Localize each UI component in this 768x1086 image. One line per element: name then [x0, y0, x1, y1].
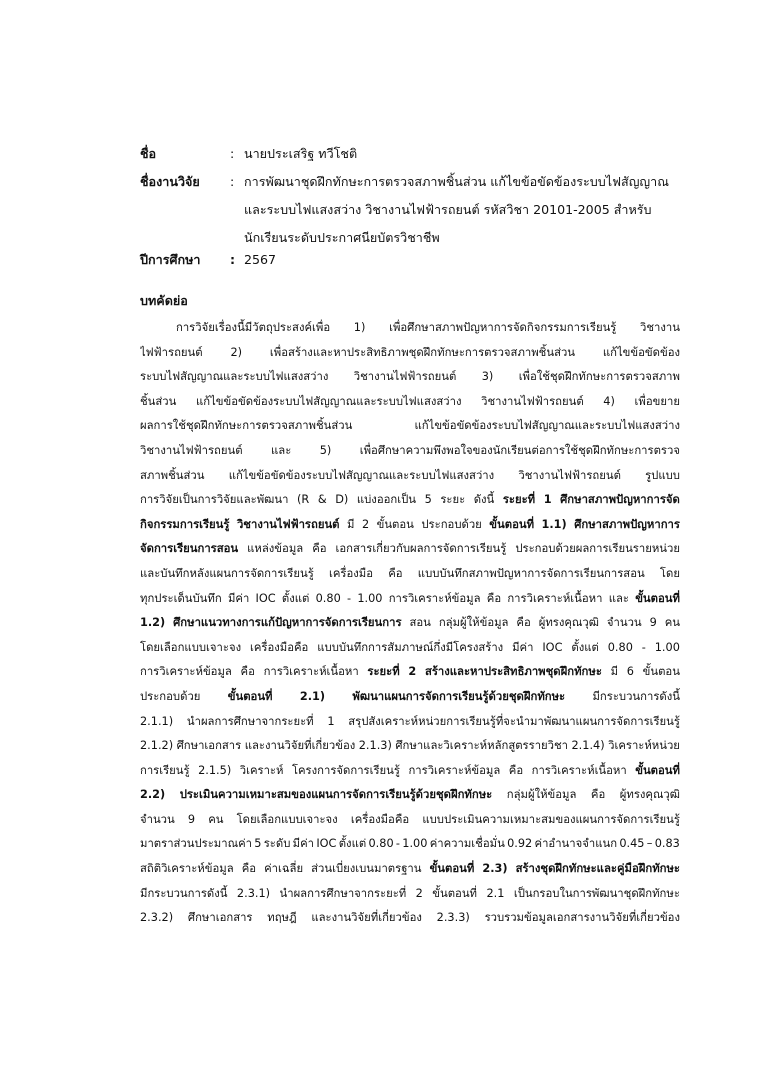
bold-text: ศึกษาสภาพปัญหาการจัด: [560, 493, 680, 507]
bold-text: ขั้นตอนที่: [227, 689, 273, 703]
text-run: สถิติวิเคราะห์ข้อมูล: [140, 862, 234, 876]
bold-text: สร้างและหาประสิทธิภาพชุดฝึกทักษะ: [424, 665, 602, 679]
text-run: จำนวน: [140, 812, 175, 826]
bold-text: กิจกรรมการเรียนรู้: [140, 517, 230, 531]
text-run: IOC: [316, 837, 337, 851]
text-run: ขั้นตอน: [642, 665, 680, 679]
text-run: ระดับ: [263, 837, 291, 851]
abstract-line: [140, 857, 680, 882]
abstract-line: [140, 808, 680, 833]
text-run: เอกสารเกี่ยวกับผลการจัดการเรียนรู้: [335, 542, 507, 556]
text-run: รวบรวมข้อมูลเอกสารงานวิจัยที่เกี่ยวข้อง: [484, 911, 680, 925]
text-run: 1.00: [654, 640, 680, 654]
text-run: การวิจัยเรื่องนี้มีวัตถุประสงค์เพื่อ: [176, 321, 331, 334]
abstract-line: [140, 734, 680, 759]
text-run: ขั้นตอน: [376, 517, 414, 531]
text-run: เพื่อสร้างและหาประสิทธิภาพชุดฝึกทักษะการตรวจสภาพชิ้นส่วน: [269, 345, 576, 359]
text-run: 2.3.3): [436, 911, 470, 925]
bold-text: วิชางานไฟฟ้ารถยนต์: [236, 517, 340, 531]
abstract-body: [140, 316, 680, 931]
abstract-line: [140, 611, 680, 636]
abstract-line: [140, 710, 680, 735]
colon: :: [230, 252, 236, 267]
bold-text: พัฒนาแผนการจัดการเรียนรู้ด้วยชุดฝึกทักษะ: [352, 689, 566, 703]
text-run: 9: [649, 616, 657, 630]
text-run: 3): [481, 370, 494, 384]
text-run: และ: [608, 591, 629, 605]
abstract-line: [140, 562, 680, 587]
author-name: นายประเสริฐ ทวีโชติ: [244, 146, 358, 161]
text-run: 2): [230, 345, 243, 359]
text-run: ทฤษฎี: [267, 911, 297, 925]
text-run: 0.80: [368, 837, 394, 851]
text-run: นำผลการศึกษาจากระยะที่: [186, 714, 314, 728]
text-run: มี: [347, 517, 355, 531]
text-run: ระบบไฟสัญญาณและระบบไฟแสงสว่าง: [140, 370, 329, 384]
bold-text: ขั้นตอนที่: [635, 591, 680, 605]
text-run: ผู้ทรงคุณวุฒิ: [538, 616, 599, 630]
text-run: แบบบันทึกการสัมภาษณ์กึ่งมีโครงสร้าง: [317, 640, 504, 654]
bold-text: 1: [543, 493, 552, 507]
text-run: เพื่อใช้ชุดฝึกทักษะการตรวจสภาพ: [518, 370, 680, 384]
text-run: 9: [187, 812, 196, 826]
text-run: คือ: [486, 591, 502, 605]
bold-text: 1.2): [140, 616, 166, 630]
text-run: ทุกประเด็นบันทึก: [140, 591, 222, 605]
text-run: แบบบันทึกสภาพปัญหาการจัดการเรียนการสอน: [417, 566, 645, 580]
text-run: 2.1.2): [140, 739, 174, 753]
bold-text: 2.1): [299, 689, 326, 703]
text-run: มีกระบวนการดังนี้: [592, 689, 680, 703]
text-run: การวิเคราะห์เนื้อหา: [531, 763, 627, 777]
text-run: วิเคราะห์: [239, 763, 284, 777]
text-run: คือ: [388, 566, 403, 580]
text-run: โดย: [659, 566, 680, 580]
text-run: และ: [270, 443, 292, 457]
text-run: ค่าเฉลี่ย: [264, 862, 304, 876]
text-run: คือ: [516, 616, 531, 630]
text-run: การเรียนรู้: [140, 763, 190, 777]
text-run: ศึกษาและวิเคราะห์หลักสูตรรายวิชา: [395, 739, 569, 753]
bold-text: ขั้นตอนที่: [489, 517, 535, 531]
abstract-line: [140, 636, 680, 661]
text-run: วิชางานไฟฟ้ารถยนต์: [518, 468, 621, 482]
text-run: ประกอบด้วย: [421, 517, 482, 531]
abstract-line: [140, 882, 680, 907]
text-run: -: [641, 640, 646, 654]
abstract-line: [140, 414, 680, 439]
abstract-line: [140, 390, 680, 415]
text-run: การวิเคราะห์เนื้อหา: [263, 665, 359, 679]
bold-text: ศึกษาสภาพปัญหาการ: [574, 517, 680, 531]
bold-text: ระยะที่: [367, 665, 400, 679]
abstract-line: [140, 537, 680, 562]
text-run: จำนวน: [606, 616, 642, 630]
abstract-line: [140, 832, 680, 857]
text-run: ระยะ: [440, 493, 466, 507]
text-run: ผู้ทรงคุณวุฒิ: [619, 788, 680, 802]
text-run: โดยเลือกแบบเจาะจง: [140, 640, 242, 654]
text-run: 2.1.4): [571, 739, 605, 753]
text-run: คน: [208, 812, 224, 826]
text-run: เครื่องมือ: [328, 566, 374, 580]
text-run: 1.00: [357, 591, 383, 605]
bold-text: 2.2): [140, 788, 166, 802]
text-run: การวิเคราะห์เนื้อหา: [507, 591, 603, 605]
text-run: (R: [296, 493, 310, 507]
text-run: เพื่อศึกษาสภาพปัญหาการจัดกิจกรรมการเรียนรู้: [389, 321, 617, 334]
text-run: แบ่งออกเป็น: [356, 493, 416, 507]
text-run: ค่าอำนาจจำแนก: [534, 837, 618, 851]
text-run: และบันทึกหลังแผนการจัดการเรียนรู้: [140, 566, 314, 580]
text-run: -: [347, 591, 352, 605]
text-run: แก้ไขข้อขัดข้องระบบไฟสัญญาณและระบบไฟแสงสว่าง: [414, 419, 680, 433]
text-run: คือ: [508, 763, 524, 777]
abstract-line: [140, 316, 680, 341]
text-run: การวิจัยเป็นการวิจัยและพัฒนา: [140, 493, 289, 507]
abstract-line: [140, 759, 680, 784]
text-run: เครื่องมือคือ: [249, 640, 309, 654]
text-run: ขั้นตอนที่: [432, 886, 478, 900]
bold-text: 1.1): [541, 517, 567, 531]
text-run: 0.80: [315, 591, 341, 605]
text-run: คือ: [590, 788, 606, 802]
text-run: 0.80: [607, 640, 633, 654]
text-run: เพื่อขยาย: [634, 394, 680, 408]
text-run: กลุ่มผู้ให้ข้อมูล: [506, 788, 577, 802]
text-run: และงานวิจัยที่เกี่ยวข้อง: [311, 911, 422, 925]
abstract-line: [140, 685, 680, 710]
text-run: 2.1.3): [358, 739, 392, 753]
text-run: แหล่งข้อมูล: [247, 542, 304, 556]
text-run: 2: [415, 886, 423, 900]
text-run: มีค่า: [227, 591, 250, 605]
research-title-line: และระบบไฟแสงสว่าง วิชางานไฟฟ้ารถยนต์ รหัสวิชา 20101-2005 สำหรับ: [244, 202, 652, 217]
text-run: -: [395, 837, 400, 851]
text-run: &: [317, 493, 327, 507]
text-run: ประกอบด้วยผลการเรียนรายหน่วย: [515, 542, 680, 556]
colon: :: [230, 174, 235, 189]
text-run: เพื่อศึกษาความพึงพอใจของนักเรียนต่อการใช้ชุดฝึกทักษะการตรวจ: [359, 443, 680, 457]
text-run: คือ: [312, 542, 327, 556]
bold-text: ขั้นตอนที่: [635, 763, 680, 777]
research-title-line: การพัฒนาชุดฝึกทักษะการตรวจสภาพชิ้นส่วน แก้ไขข้อขัดข้องระบบไฟสัญญาณ: [244, 174, 669, 189]
text-run: วิชางานไฟฟ้ารถยนต์: [481, 394, 584, 408]
text-run: แก้ไขข้อขัดข้องระบบไฟสัญญาณและระบบไฟแสงสว่าง: [196, 394, 462, 408]
text-run: มี: [610, 665, 619, 679]
text-run: 0.83: [654, 837, 680, 851]
text-run: 2.3.2): [140, 911, 174, 925]
text-run: คือ: [241, 862, 257, 876]
bold-text: ประเมินความเหมาะสมของแผนการจัดการเรียนรู้ด้วยชุดฝึกทักษะ: [179, 788, 493, 802]
text-run: วิชางานไฟฟ้ารถยนต์: [140, 443, 243, 457]
text-run: 1: [327, 714, 335, 728]
text-run: มีค่า: [512, 640, 534, 654]
text-run: และงานวิจัยที่เกี่ยวข้อง: [244, 739, 356, 753]
text-run: นำผลการศึกษาจากระยะที่: [279, 886, 407, 900]
text-run: 2.1.5): [198, 763, 232, 777]
academic-year-label: ปีการศึกษา: [140, 252, 201, 267]
text-run: ชิ้นส่วน: [140, 394, 177, 408]
text-run: รูปแบบ: [645, 468, 680, 482]
text-run: ดังนี้: [473, 493, 495, 507]
abstract-line: [140, 365, 680, 390]
text-run: 5: [424, 493, 432, 507]
bold-text: 2: [408, 665, 417, 679]
bold-text: ระยะที่: [502, 493, 536, 507]
abstract-heading: บทคัดย่อ: [140, 293, 188, 308]
academic-year-value: 2567: [244, 252, 277, 267]
text-run: 1.00: [402, 837, 428, 851]
text-run: –: [646, 837, 653, 851]
text-run: ตั้งแต่: [281, 591, 310, 605]
author-label: ชื่อ: [140, 146, 157, 161]
text-run: มีกระบวนการดังนี้: [140, 886, 228, 900]
text-run: วิชางานไฟฟ้ารถยนต์: [353, 370, 457, 384]
text-run: 5): [319, 443, 332, 457]
text-run: 4): [603, 394, 615, 408]
text-run: ตั้งแต่: [338, 837, 367, 851]
text-run: ตั้งแต่: [571, 640, 599, 654]
colon: :: [230, 146, 235, 161]
text-run: ประกอบด้วย: [140, 689, 201, 703]
text-run: ส่วนเบี่ยงเบนมาตรฐาน: [311, 862, 422, 876]
text-run: ศึกษาเอกสาร: [187, 911, 253, 925]
text-run: 2.3.1): [236, 886, 271, 900]
text-run: 2.1: [486, 886, 505, 900]
text-run: วิเคราะห์หน่วย: [608, 739, 680, 753]
text-run: สอน: [409, 616, 431, 630]
text-run: ศึกษาเอกสาร: [176, 739, 242, 753]
text-run: สภาพชิ้นส่วน: [140, 468, 205, 482]
text-run: 5: [254, 837, 262, 851]
text-run: แบบประเมินความเหมาะสมของแผนการจัดการเรียนรู้: [422, 812, 680, 826]
text-run: D): [335, 493, 349, 507]
text-run: IOC: [542, 640, 563, 654]
bold-text: ขั้นตอนที่: [429, 862, 475, 876]
text-run: ผลการใช้ชุดฝึกทักษะการตรวจสภาพชิ้นส่วน: [140, 419, 353, 433]
bold-text: ศึกษาแนวทางการแก้ปัญหาการจัดการเรียนการ: [173, 616, 402, 630]
abstract-line: [140, 488, 680, 513]
text-run: การวิเคราะห์ข้อมูล: [408, 763, 501, 777]
text-run: สรุปสังเคราะห์หน่วยการเรียนรู้ที่จะนำมาพัฒนาแผนการจัดการเรียนรู้: [348, 714, 680, 728]
abstract-line: [140, 660, 680, 685]
bold-text: สร้างชุดฝึกทักษะและคู่มือฝึกทักษะ: [515, 862, 680, 876]
text-run: 0.92: [507, 837, 533, 851]
text-run: การวิเคราะห์ข้อมูล: [140, 665, 232, 679]
text-run: มาตราส่วนประมาณค่า: [140, 837, 252, 851]
abstract-line: [140, 783, 680, 808]
research-title-label: ชื่องานวิจัย: [140, 174, 200, 189]
bold-text: จัดการเรียนการสอน: [140, 542, 239, 556]
bold-text: 2.3): [482, 862, 508, 876]
abstract-line: [140, 587, 680, 612]
text-run: คือ: [240, 665, 255, 679]
text-run: เป็นกรอบในการพัฒนาชุดฝึกทักษะ: [513, 886, 680, 900]
abstract-line: [140, 906, 680, 931]
text-run: ค่าความเชื่อมั่น: [429, 837, 505, 851]
abstract-line: [140, 341, 680, 366]
abstract-line: [140, 439, 680, 464]
abstract-line: [140, 513, 680, 538]
text-run: วิชางาน: [640, 321, 680, 334]
text-run: 6: [626, 665, 634, 679]
text-run: โดยเลือกแบบเจาะจง: [236, 812, 338, 826]
text-run: เครื่องมือคือ: [350, 812, 410, 826]
text-run: โครงการจัดการเรียนรู้: [291, 763, 400, 777]
text-run: การวิเคราะห์ข้อมูล: [388, 591, 481, 605]
text-run: แก้ไขข้อขัดข้อง: [602, 345, 680, 359]
text-run: ไฟฟ้ารถยนต์: [140, 345, 203, 359]
text-run: 2.1.1): [140, 714, 174, 728]
text-run: มีค่า: [292, 837, 315, 851]
text-run: คน: [664, 616, 680, 630]
text-run: 0.45: [619, 837, 645, 851]
text-run: แก้ไขข้อขัดข้องระบบไฟสัญญาณและระบบไฟแสงสว่าง: [228, 468, 495, 482]
text-run: 1): [353, 321, 366, 334]
text-run: 2: [361, 517, 370, 531]
text-run: กลุ่มผู้ให้ข้อมูล: [438, 616, 509, 630]
research-title-line: นักเรียนระดับประกาศนียบัตรวิชาชีพ: [244, 230, 440, 245]
abstract-line: [140, 464, 680, 489]
text-run: IOC: [255, 591, 276, 605]
